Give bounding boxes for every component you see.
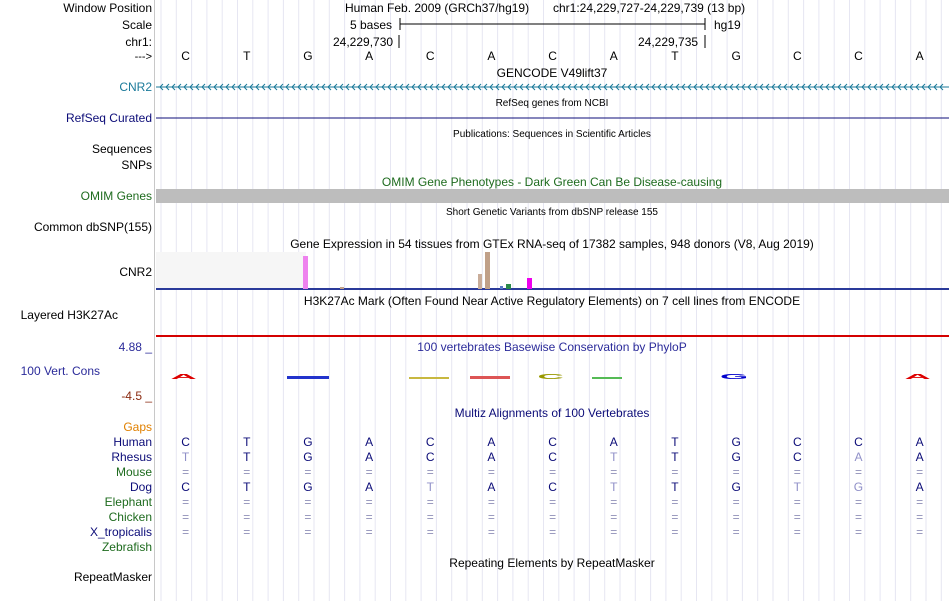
assembly-title: Human Feb. 2009 (GRCh37/hg19) [345,1,530,15]
strand-chevron [160,84,163,90]
strand-chevron [898,84,901,90]
alignment-base: = [793,465,801,479]
species-label-zebrafish[interactable]: Zebrafish [101,540,152,554]
strand-chevron [736,84,739,90]
strand-chevron [304,84,307,90]
gencode-track-label[interactable]: CNR2 [119,80,152,94]
strand-chevron [406,84,409,90]
base-9: T [671,49,679,63]
base-6: A [487,49,496,63]
cons-logo-letter-7: C [537,371,564,381]
strand-chevron [916,84,919,90]
strand-chevron [310,84,313,90]
strand-chevron [622,84,625,90]
alignment-base: = [487,525,495,539]
strand-chevron [484,84,487,90]
strand-chevron [364,84,367,90]
strand-chevron [442,84,445,90]
strand-chevron [730,84,733,90]
base-3: G [303,49,313,63]
strand-chevron [184,84,187,90]
strand-chevron [472,84,475,90]
strand-chevron [904,84,907,90]
h3k27ac-track-label[interactable]: Layered H3K27Ac [20,308,118,322]
strand-chevron [826,84,829,90]
alignment-base: A [365,450,374,464]
strand-chevron [742,84,745,90]
alignment-base: A [854,450,863,464]
strand-chevron [280,84,283,90]
alignment-base: C [792,450,802,464]
omim-track-title: OMIM Gene Phenotypes - Dark Green Can Be Disease-causing [381,175,723,189]
strand-chevron [874,84,877,90]
base-8: A [609,49,618,63]
scale-bar-text: 5 bases [350,18,393,32]
strand-chevron [754,84,757,90]
alignment-base: = [487,510,495,524]
strand-chevron [526,84,529,90]
alignment-base: = [671,495,679,509]
strand-chevron [928,84,931,90]
alignment-base: = [854,525,862,539]
alignment-base: G [731,435,741,449]
alignment-base: = [549,510,557,524]
strand-chevron [796,84,799,90]
base-4: A [365,49,374,63]
alignment-base: = [671,525,679,539]
strand-chevron [490,84,493,90]
alignment-base: = [426,495,434,509]
cons-max-label: 4.88 _ [118,340,152,354]
strand-chevron [712,84,715,90]
strand-chevron [844,84,847,90]
omim-track-label[interactable]: OMIM Genes [80,189,152,203]
cons-logo-letter-10: G [719,371,749,381]
strand-chevron [610,84,613,90]
alignment-base: C [792,435,802,449]
alignment-base: = [182,510,190,524]
strand-chevron [790,84,793,90]
cons-track-label[interactable]: 100 Vert. Cons [20,364,100,378]
refseq-track-label[interactable]: RefSeq Curated [65,111,152,125]
strand-chevron [568,84,571,90]
strand-chevron [394,84,397,90]
gencode-track-title: GENCODE V49lift37 [496,66,608,80]
alignment-base: = [732,525,740,539]
publications-track-label-snps[interactable]: SNPs [121,158,152,172]
base-13: A [915,49,924,63]
chrom-label: chr1: [125,35,152,49]
gtex-bar-tissue-7[interactable] [500,286,503,289]
strand-chevron [334,84,337,90]
alignment-base: A [915,480,924,494]
strand-chevron [382,84,385,90]
alignment-base: T [610,480,618,494]
strand-chevron [514,84,517,90]
alignment-base: T [243,480,251,494]
base-1: C [181,49,190,63]
alignment-base: = [304,510,312,524]
strand-chevron [520,84,523,90]
alignment-base: = [793,510,801,524]
alignment-base: = [732,465,740,479]
strand-chevron [286,84,289,90]
strand-chevron [292,84,295,90]
strand-chevron [202,84,205,90]
gtex-bar-tissue-4[interactable] [506,284,511,289]
alignment-base: = [732,510,740,524]
species-label-dog[interactable]: Dog [129,480,152,494]
alignment-base: = [243,525,251,539]
alignment-base: A [487,435,496,449]
strand-chevron [634,84,637,90]
strand-chevron [256,84,259,90]
base-7: C [548,49,557,63]
base-5: C [425,49,435,63]
alignment-base: = [487,495,495,509]
alignment-base: = [304,465,312,479]
alignment-base: A [915,435,924,449]
alignment-base: = [426,510,434,524]
alignment-base: A [609,435,618,449]
alignment-base: = [916,495,924,509]
gtex-track-label[interactable]: CNR2 [119,265,152,279]
strand-chevron [376,84,379,90]
strand-chevron [910,84,913,90]
strand-chevron [466,84,469,90]
cons-logo-mark-4 [592,377,622,379]
strand-chevron [370,84,373,90]
strand-chevron [640,84,643,90]
strand-chevron [430,84,433,90]
alignment-base: C [548,480,557,494]
base-11: C [792,49,802,63]
strand-chevron [388,84,391,90]
dbsnp-track-title: Short Genetic Variants from dbSNP release 155 [446,207,658,218]
cons-logo-letter-13: A [904,371,931,381]
strand-chevron [760,84,763,90]
alignment-base: T [610,450,618,464]
strand-chevron [298,84,301,90]
alignment-base: G [853,480,864,494]
strand-chevron [340,84,343,90]
alignment-base: A [365,435,374,449]
omim-phenotype-bar[interactable] [156,189,949,203]
strand-chevron [658,84,661,90]
strand-chevron [598,84,601,90]
cons-logo-mark-1 [287,376,329,379]
strand-chevron [868,84,871,90]
species-label-mouse[interactable]: Mouse [115,465,152,479]
strand-chevron [586,84,589,90]
cons-track-title: 100 vertebrates Basewise Conservation by PhyloP [417,340,687,354]
gtex-bar-tissue-5[interactable] [527,278,532,289]
strand-chevron [556,84,559,90]
coord-right: 24,229,735 [638,35,699,49]
strand-chevron [724,84,727,90]
strand-chevron [778,84,781,90]
strand-chevron [832,84,835,90]
strand-chevron [274,84,277,90]
cons-logo-letter-1: A [170,371,197,381]
alignment-base: A [487,450,496,464]
alignment-base: T [181,450,190,464]
strand-chevron [190,84,193,90]
alignment-base: = [916,510,924,524]
strand-chevron [400,84,403,90]
position-readout: chr1:24,229,727-24,229,739 (13 bp) [553,1,746,15]
alignment-base: C [548,435,557,449]
alignment-base: = [243,465,251,479]
strand-chevron [268,84,271,90]
strand-chevron [814,84,817,90]
alignment-base: = [610,465,618,479]
strand-chevron [922,84,925,90]
strand-chevron [226,84,229,90]
strand-chevron [508,84,511,90]
strand-chevron [676,84,679,90]
multiz-track-title: Multiz Alignments of 100 Vertebrates [454,406,650,420]
alignment-base: = [182,525,190,539]
h3k27ac-track-title: H3K27Ac Mark (Often Found Near Active Regulatory Elements) on 7 cell lines from ENCODE [303,294,801,308]
strand-chevron [448,84,451,90]
strand-chevron [214,84,217,90]
alignment-base: G [731,450,741,464]
strand-chevron [688,84,691,90]
strand-chevron [502,84,505,90]
base-12: C [854,49,863,63]
strand-chevron [892,84,895,90]
strand-chevron [424,84,427,90]
alignment-base: = [793,495,801,509]
alignment-base: = [854,510,862,524]
species-label-elephant[interactable]: Elephant [104,495,152,509]
species-label-rhesus[interactable]: Rhesus [111,450,152,464]
strand-chevron [700,84,703,90]
cons-logo-mark-2 [409,377,449,379]
cons-logo-mark-3 [470,376,510,379]
alignment-base: A [365,480,374,494]
gtex-bar-tissue-6[interactable] [340,287,344,289]
alignment-base: = [916,465,924,479]
strand-chevron [784,84,787,90]
alignment-base: = [365,495,373,509]
strand-chevron [208,84,211,90]
strand-chevron [172,84,175,90]
alignment-base: = [610,510,618,524]
base-2: T [243,49,251,63]
strand-chevron [940,84,943,90]
strand-chevron [580,84,583,90]
publications-track-title: Publications: Sequences in Scientific Articles [453,129,651,140]
strand-chevron [664,84,667,90]
gtex-track-title: Gene Expression in 54 tissues from GTEx RNA-seq of 17382 samples, 948 donors (V8, Aug 2019) [290,237,814,251]
alignment-base: A [487,480,496,494]
strand-chevron [538,84,541,90]
strand-chevron [880,84,883,90]
strand-chevron [346,84,349,90]
dbsnp-track-label[interactable]: Common dbSNP(155) [33,220,152,234]
strand-chevron [262,84,265,90]
strand-chevron [670,84,673,90]
gencode-strand-chevrons [160,84,943,90]
strand-chevron [862,84,865,90]
alignment-base: C [425,450,435,464]
scale-label: Scale [121,18,152,32]
strand-chevron [856,84,859,90]
alignment-base: = [549,495,557,509]
alignment-base: T [793,480,801,494]
species-label-x_tropicalis[interactable]: X_tropicalis [89,525,152,539]
strand-chevron [316,84,319,90]
label-divider [154,0,155,601]
alignment-base: G [731,480,741,494]
window-position-label: Window Position [63,1,152,15]
strand-chevron [562,84,565,90]
alignment-base: = [304,495,312,509]
db-label: hg19 [714,18,741,32]
alignment-base: G [303,480,313,494]
alignment-base: = [671,510,679,524]
alignment-base: = [365,525,373,539]
species-label-chicken[interactable]: Chicken [108,510,152,524]
gtex-bar-tissue-1[interactable] [303,256,308,289]
alignment-base: = [426,525,434,539]
alignment-base: C [548,450,557,464]
alignment-base: = [487,465,495,479]
gtex-bar-tissue-3[interactable] [485,252,490,289]
alignment-base: = [854,465,862,479]
alignment-base: = [549,465,557,479]
strand-chevron [196,84,199,90]
strand-chevron [244,84,247,90]
alignment-base: = [304,525,312,539]
alignment-base: G [303,435,313,449]
alignment-base: C [425,435,435,449]
strand-chevron [232,84,235,90]
strand-chevron [820,84,823,90]
strand-chevron [352,84,355,90]
strand-chevron [934,84,937,90]
alignment-base: = [243,510,251,524]
repeatmasker-track-label[interactable]: RepeatMasker [73,570,152,584]
strand-chevron [550,84,553,90]
alignment-base: = [610,525,618,539]
strand-chevron [772,84,775,90]
strand-chevron [178,84,181,90]
alignment-base: C [181,480,190,494]
alignment-base: = [182,465,190,479]
strand-chevron [328,84,331,90]
strand-chevron [838,84,841,90]
strand-chevron [748,84,751,90]
refseq-track-title: RefSeq genes from NCBI [495,98,609,109]
alignment-base: = [365,465,373,479]
strand-chevron [850,84,853,90]
alignment-base: G [303,450,313,464]
alignment-base: T [671,480,679,494]
strand-chevron [412,84,415,90]
strand-chevron [628,84,631,90]
species-label-human[interactable]: Human [113,435,152,449]
strand-chevron [616,84,619,90]
strand-chevron [532,84,535,90]
strand-chevron [250,84,253,90]
strand-label: ---> [134,51,152,63]
alignment-base: = [793,525,801,539]
strand-chevron [418,84,421,90]
strand-chevron [682,84,685,90]
conservation-logo [170,372,930,381]
alignment-base: = [916,525,924,539]
gtex-background [156,252,306,289]
strand-chevron [478,84,481,90]
strand-chevron [220,84,223,90]
strand-chevron [706,84,709,90]
strand-chevron [808,84,811,90]
alignment-base: = [610,495,618,509]
alignment-base: = [426,465,434,479]
strand-chevron [166,84,169,90]
base-10: G [731,49,741,63]
alignment-base: T [671,435,679,449]
alignment-base: C [854,435,863,449]
alignment-base: = [732,495,740,509]
alignment-base: C [181,435,190,449]
strand-chevron [358,84,361,90]
alignment-base: = [182,495,190,509]
strand-chevron [718,84,721,90]
strand-chevron [646,84,649,90]
strand-chevron [604,84,607,90]
strand-chevron [886,84,889,90]
gaps-label: Gaps [123,420,152,434]
gtex-bar-tissue-2[interactable] [478,274,482,289]
strand-chevron [694,84,697,90]
strand-chevron [454,84,457,90]
strand-chevron [574,84,577,90]
strand-chevron [802,84,805,90]
strand-chevron [652,84,655,90]
strand-chevron [436,84,439,90]
strand-chevron [238,84,241,90]
alignment-base: = [671,465,679,479]
alignment-base: T [671,450,679,464]
alignment-base: = [243,495,251,509]
strand-chevron [322,84,325,90]
strand-chevron [544,84,547,90]
alignment-base: = [365,510,373,524]
publications-track-label-sequences[interactable]: Sequences [91,142,152,156]
alignment-base: = [549,525,557,539]
strand-chevron [592,84,595,90]
strand-chevron [460,84,463,90]
alignment-base: = [854,495,862,509]
alignment-base: A [915,450,924,464]
alignment-base: T [243,450,251,464]
alignment-base: T [426,480,434,494]
alignment-base: T [243,435,251,449]
cons-min-label: -4.5 _ [121,389,152,403]
repeatmasker-track-title: Repeating Elements by RepeatMasker [449,556,655,570]
strand-chevron [496,84,499,90]
strand-chevron [766,84,769,90]
coord-left: 24,229,730 [333,35,394,49]
